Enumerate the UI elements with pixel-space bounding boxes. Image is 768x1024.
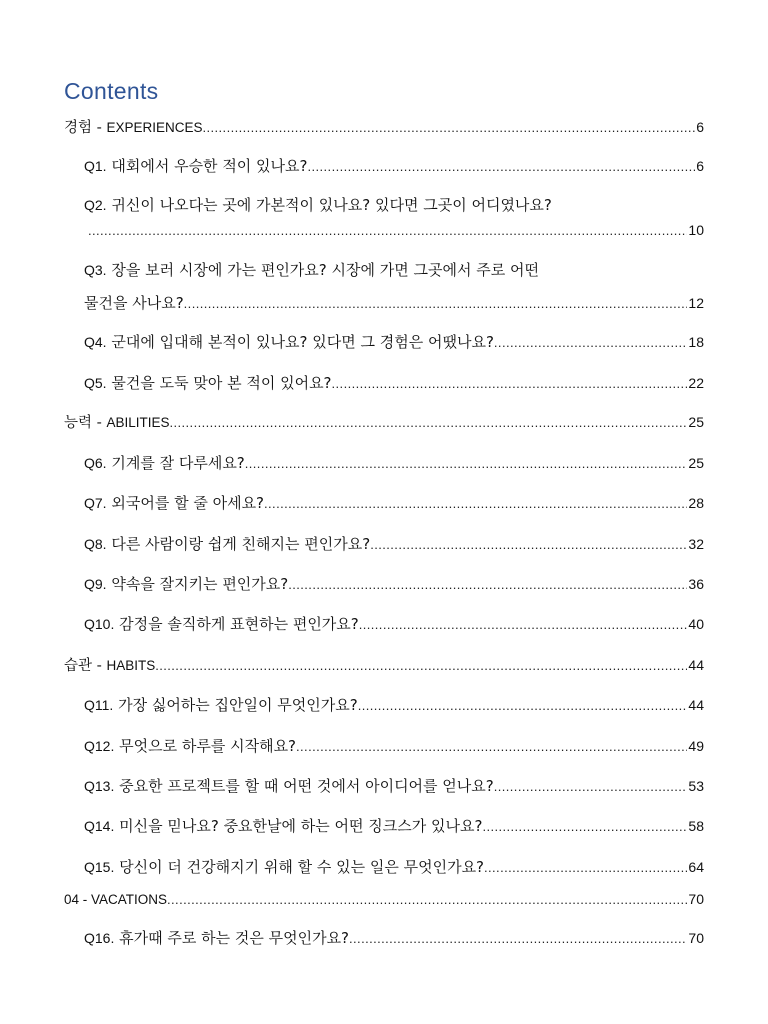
toc-leader-dots [170,415,688,430]
toc-entry-question[interactable]: Q3. 장을 보러 시장에 가는 편인가요? 시장에 가면 그곳에서 주로 어떤 [84,261,539,279]
toc-entry-label: Q16. 휴가때 주로 하는 것은 무엇인가요? [84,929,350,947]
toc-entry-question[interactable] [84,331,704,352]
toc-entry-question[interactable] [84,372,704,393]
toc-entry-label: Q5. 물건을 도둑 맞아 본 적이 있어요? [84,374,332,392]
toc-entry-label: Q6. 기계를 잘 다루세요? [84,454,245,472]
toc-page-number: 70 [688,891,704,907]
toc-entry-question[interactable] [84,452,704,473]
toc-entry-section[interactable] [64,411,704,432]
toc-leader-dots [332,376,688,391]
toc-entry-label: 습관 - HABITS [64,658,156,674]
toc-page-number: 28 [688,495,704,511]
toc-entry-label: Q8. 다른 사람이랑 쉽게 친해지는 편인가요? [84,535,371,553]
toc-leader-dots [155,658,687,673]
toc-leader-dots [359,617,688,632]
toc-leader-dots [308,159,696,174]
toc-entry-question[interactable] [84,927,704,948]
toc-entry-continuation[interactable] [88,222,704,238]
toc-entry-label: 경험 - EXPERIENCES [64,120,203,136]
toc-page-number: 25 [688,455,704,471]
toc-entry-label: Q7. 외국어를 할 줄 아세요? [84,494,265,512]
toc-entry-label: Q4. 군대에 입대해 본적이 있나요? 있다면 그 경험은 어땠나요? [84,333,494,351]
toc-leader-dots [349,931,687,946]
toc-entry-label: 물건을 사나요? [84,294,184,312]
toc-entry-label: 능력 - ABILITIES [64,415,170,431]
toc-leader-dots [288,577,687,592]
toc-entry-section[interactable] [64,891,704,908]
toc-page-number: 25 [688,414,704,430]
toc-entry-question[interactable] [84,775,704,796]
toc-entry-label: 04 - VACATIONS [64,892,168,907]
toc-page-number: 32 [688,536,704,552]
toc-leader-dots [494,335,688,350]
toc-entry-label: Q14. 미신을 믿나요? 중요한날에 하는 어떤 징크스가 있나요? [84,817,483,835]
toc-leader-dots [482,819,687,834]
toc-entry-section[interactable] [64,654,704,675]
toc-page-number: 40 [688,616,704,632]
toc-page-number: 36 [688,576,704,592]
toc-page-number: 6 [696,158,704,174]
toc-entry-question[interactable] [84,533,704,554]
toc-leader-dots [184,296,688,311]
toc-entry-label: Q12. 무엇으로 하루를 시작해요? [84,737,297,755]
toc-leader-dots [203,120,696,135]
toc-entry-question[interactable] [84,573,704,594]
toc-entry-question[interactable] [84,694,704,715]
toc-leader-dots [245,456,688,471]
toc-entry-label: Q11. 가장 싫어하는 집안일이 무엇인가요? [84,696,358,714]
toc-leader-dots [296,739,687,754]
toc-page-number: 44 [688,657,704,673]
toc-entry-question[interactable] [84,155,704,176]
toc-page-number: 44 [688,697,704,713]
toc-entry-label: Q9. 약속을 잘지키는 편인가요? [84,575,289,593]
toc-entry-question[interactable] [84,613,704,634]
toc-entry-section[interactable] [64,116,704,137]
toc-page-number: 6 [696,119,704,135]
toc-entry-label: Q10. 감정을 솔직하게 표현하는 편인가요? [84,615,359,633]
toc-entry-question[interactable] [84,492,704,513]
toc-leader-dots [264,496,687,511]
toc-entry-question[interactable] [84,856,704,877]
toc-page-number: 70 [688,930,704,946]
toc-page-number: 64 [688,859,704,875]
toc-leader-dots [88,223,687,238]
toc-entry-question[interactable]: Q2. 귀신이 나오다는 곳에 가본적이 있나요? 있다면 그곳이 어디였나요? [84,196,552,214]
toc-entry-question[interactable] [84,735,704,756]
toc-page-number: 18 [688,334,704,350]
toc-leader-dots [494,779,688,794]
toc-entry-label: Q1. 대회에서 우승한 적이 있나요? [84,157,308,175]
toc-leader-dots [484,860,687,875]
toc-page-number: 58 [688,818,704,834]
toc-entry-label: Q15. 당신이 더 건강해지기 위해 할 수 있는 일은 무엇인가요? [84,858,485,876]
toc-entry-label: 귀신이 나오다는 곳에 가본적이 있나요? 있다면 그곳이 어디였나요? [106,196,552,214]
toc-entry-continuation[interactable] [84,292,704,313]
toc-leader-dots [167,892,687,907]
toc-entry-label: Q13. 중요한 프로젝트를 할 때 어떤 것에서 아이디어를 얻나요? [84,777,494,795]
toc-leader-dots [370,537,687,552]
toc-page-number: 10 [688,222,704,238]
toc-leader-dots [358,698,688,713]
toc-page-number: 22 [688,375,704,391]
toc-page-number: 12 [688,295,704,311]
toc-title: Contents [64,78,159,104]
toc-entry-label: 장을 보러 시장에 가는 편인가요? 시장에 가면 그곳에서 주로 어떤 [106,261,539,279]
toc-page-number: 53 [688,778,704,794]
toc-page-number: 49 [688,738,704,754]
toc-entry-question[interactable] [84,815,704,836]
